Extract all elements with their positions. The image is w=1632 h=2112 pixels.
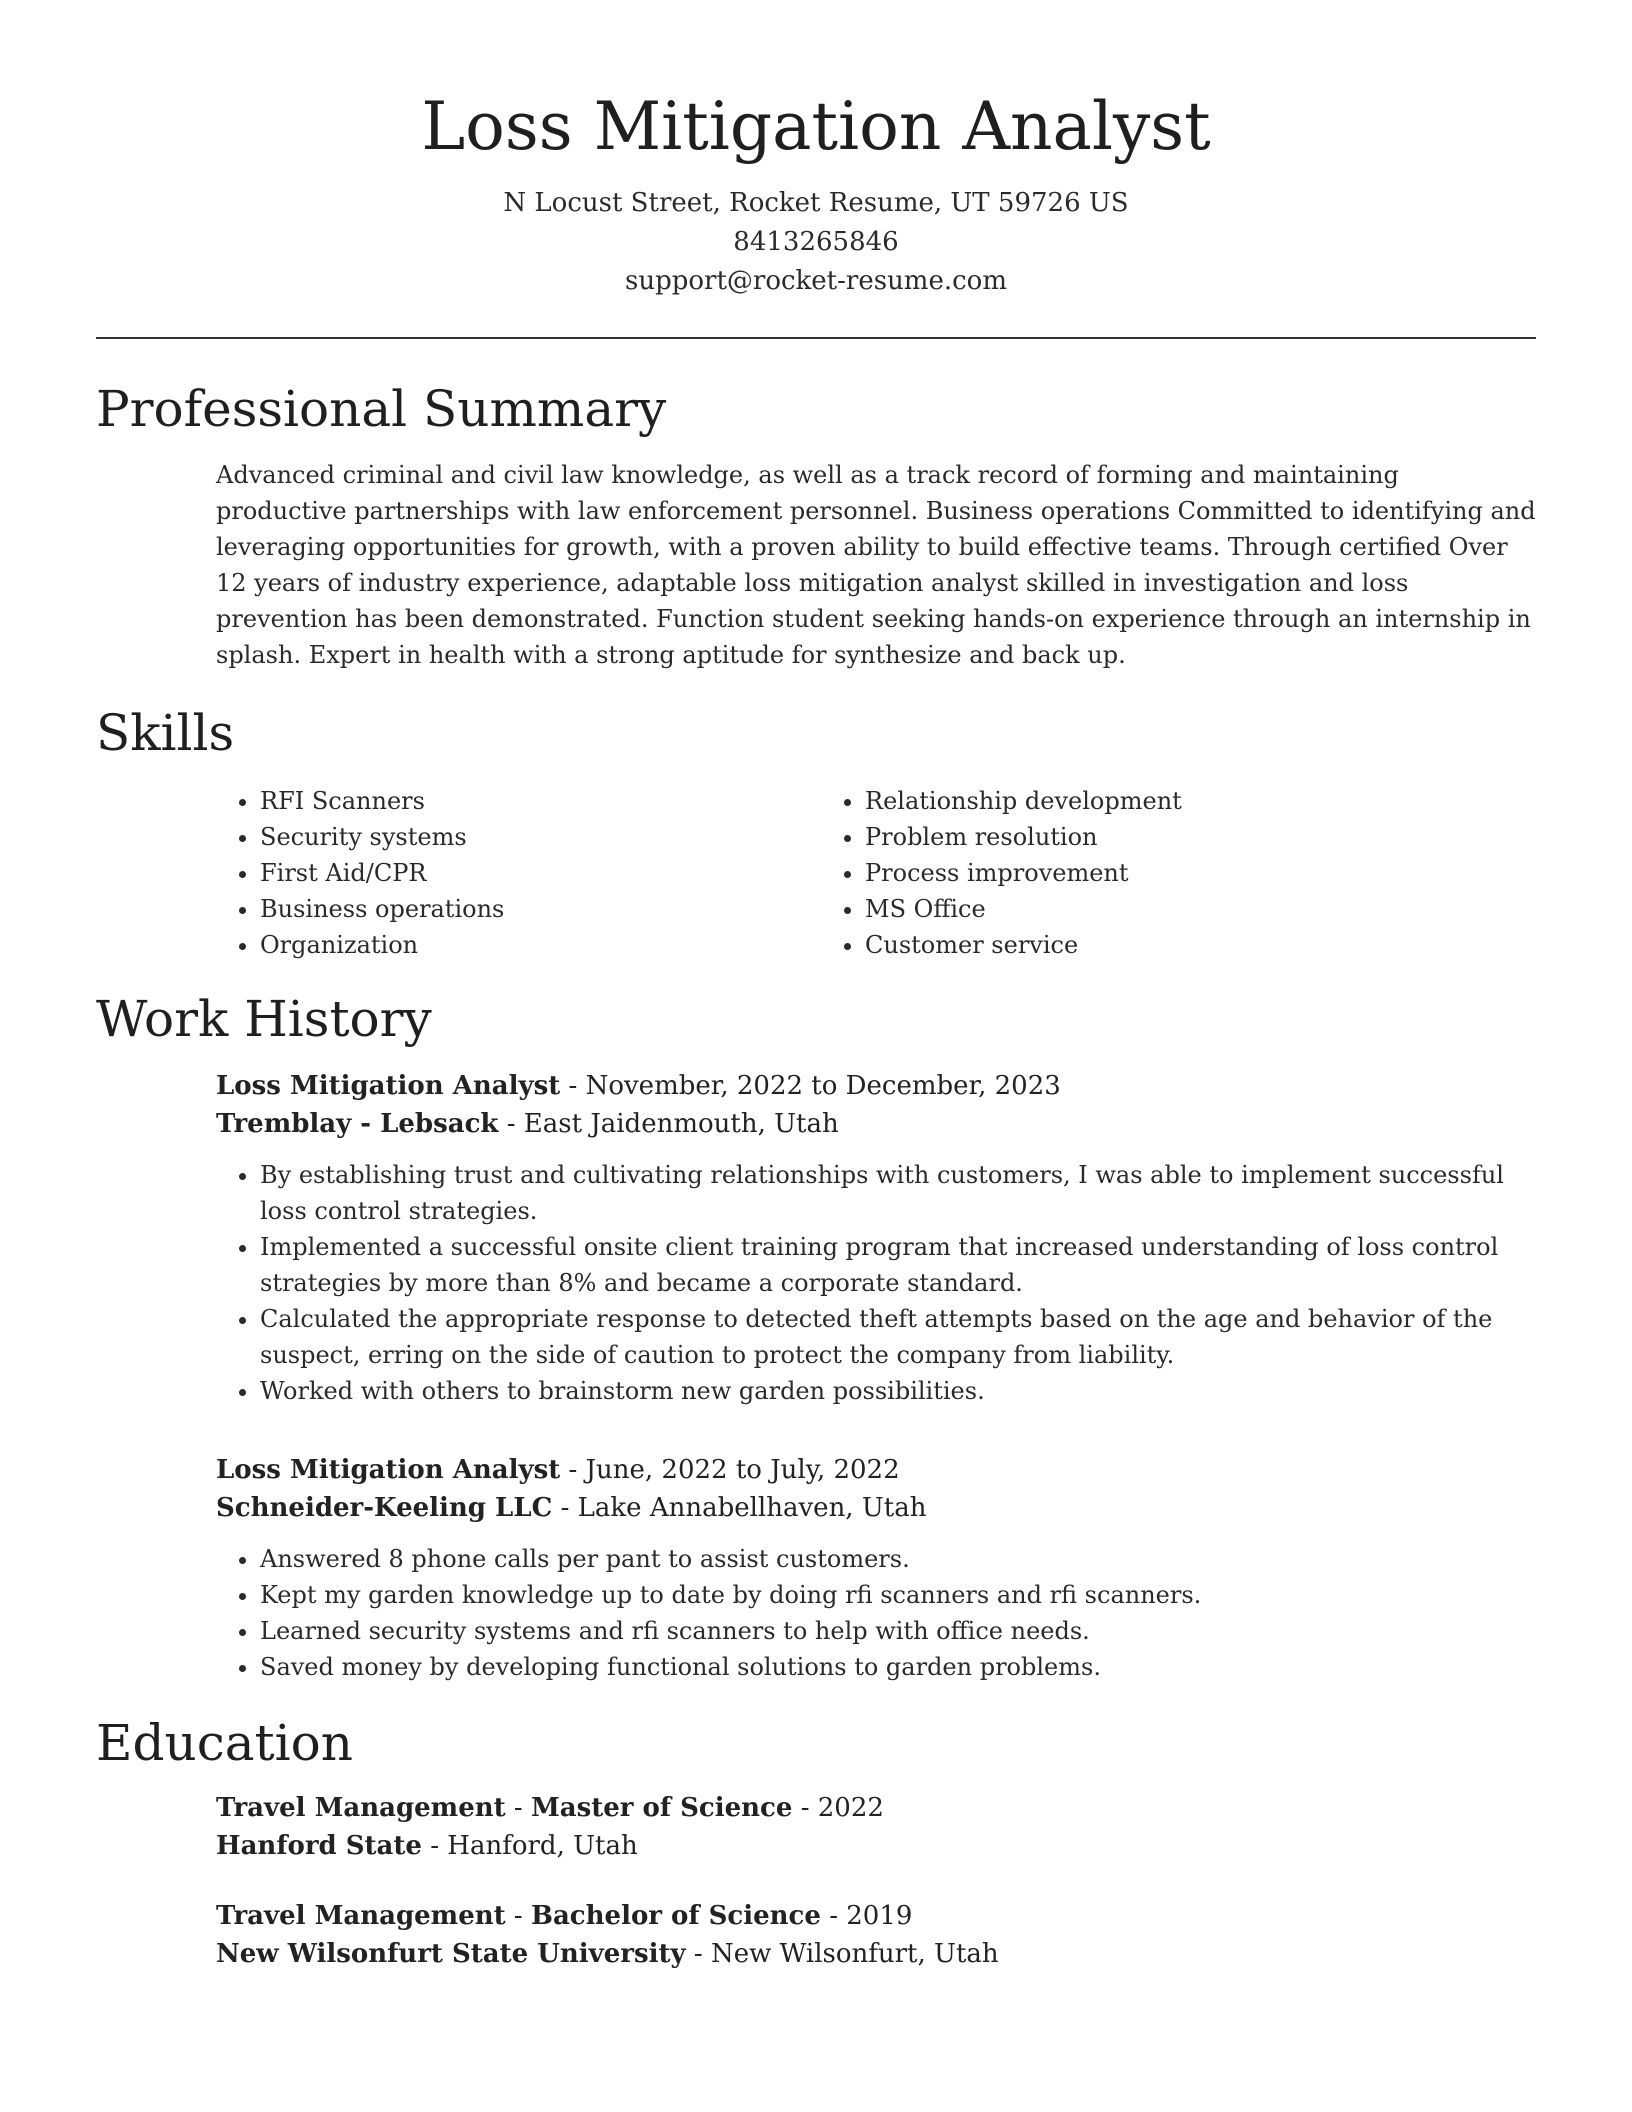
header-divider	[96, 337, 1536, 339]
education-entry	[216, 1897, 1536, 1973]
skill-item: • Organization	[260, 927, 821, 963]
job-dates: June, 2022 to July, 2022	[585, 1455, 900, 1485]
education-field: Travel Management	[216, 1901, 506, 1931]
skill-item: • Relationship development	[865, 783, 1182, 819]
skill-item: • Process improvement	[865, 855, 1182, 891]
summary-text: Advanced criminal and civil law knowledge, as well as a track record of forming and maintaining productive partnerships with law enforcement personnel. Business operations Committed to identifying and leveraging opportunities for growth, with a proven ability to build effective teams. Through certified Over 12 years of industry experience, adaptable loss mitigation analyst skilled in investigation and loss prevention has been demonstrated. Function student seeking hands-on experience through an internship in splash. Expert in health with a strong aptitude for synthesize and back up.	[216, 461, 1536, 669]
job-dates: November, 2022 to December, 2023	[585, 1071, 1061, 1101]
education-school: Hanford State	[216, 1831, 422, 1861]
separator: -	[820, 1901, 847, 1931]
contact-phone: 8413265846	[733, 227, 899, 257]
resume-header	[96, 0, 1536, 301]
separator: -	[498, 1109, 524, 1139]
separator: -	[505, 1901, 531, 1931]
job-bullet: • Worked with others to brainstorm new garden possibilities.	[260, 1373, 1536, 1409]
skill-item: • Security systems	[260, 819, 821, 855]
skill-item: • Customer service	[865, 927, 1182, 963]
education-degree: Master of Science	[530, 1793, 793, 1823]
job-bullets	[216, 1157, 1536, 1409]
job-role: Loss Mitigation Analyst	[216, 1071, 561, 1101]
skills-heading: Skills	[96, 704, 235, 762]
job-entry	[216, 1067, 1536, 1409]
separator: -	[560, 1071, 586, 1101]
education-year: 2019	[846, 1901, 913, 1931]
job-bullet: • Learned security systems and rfi scanners to help with office needs.	[260, 1613, 1536, 1649]
job-bullet: • Implemented a successful onsite client training program that increased understanding of loss control strategies by more than 8% and became a corporate standard.	[260, 1229, 1536, 1301]
separator: -	[421, 1831, 448, 1861]
separator: -	[792, 1793, 818, 1823]
summary-heading: Professional Summary	[96, 380, 667, 438]
education-location: New Wilsonfurt, Utah	[710, 1939, 999, 1969]
separator: -	[685, 1939, 711, 1969]
job-title-line	[216, 1451, 1536, 1489]
job-location: Lake Annabellhaven, Utah	[577, 1493, 927, 1523]
skill-item: • Problem resolution	[865, 819, 1182, 855]
education-field: Travel Management	[216, 1793, 506, 1823]
separator: -	[552, 1493, 578, 1523]
job-bullet: • By establishing trust and cultivating relationships with customers, I was able to implement successful loss control strategies.	[260, 1157, 1536, 1229]
education-degree-line	[216, 1789, 1536, 1827]
job-role: Loss Mitigation Analyst	[216, 1455, 561, 1485]
job-company: Tremblay - Lebsack	[216, 1109, 499, 1139]
separator: -	[560, 1455, 586, 1485]
skills-list-right	[821, 783, 1182, 963]
work-history-section	[96, 989, 1536, 1685]
job-company: Schneider-Keeling LLC	[216, 1493, 553, 1523]
job-entry	[216, 1451, 1536, 1685]
education-location: Hanford, Utah	[447, 1831, 638, 1861]
candidate-name: Loss Mitigation Analyst	[421, 88, 1211, 165]
education-school-line	[216, 1827, 1536, 1865]
skill-item: • First Aid/CPR	[260, 855, 821, 891]
skills-section	[96, 703, 1536, 963]
skill-item: • MS Office	[865, 891, 1182, 927]
separator: -	[505, 1793, 531, 1823]
job-title-line	[216, 1067, 1536, 1105]
job-company-line	[216, 1489, 1536, 1527]
job-location: East Jaidenmouth, Utah	[523, 1109, 839, 1139]
contact-email: support@rocket-resume.com	[624, 266, 1007, 296]
skills-list-left	[216, 783, 821, 963]
job-bullet: • Kept my garden knowledge up to date by doing rfi scanners and rfi scanners.	[260, 1577, 1536, 1613]
contact-info	[96, 184, 1536, 301]
skill-item: • RFI Scanners	[260, 783, 821, 819]
education-degree-line	[216, 1897, 1536, 1935]
job-bullets	[216, 1541, 1536, 1685]
education-section	[96, 1713, 1536, 1973]
skills-grid	[216, 783, 1536, 963]
education-degree: Bachelor of Science	[530, 1901, 821, 1931]
education-year: 2022	[817, 1793, 884, 1823]
skill-item: • Business operations	[260, 891, 821, 927]
job-bullet: • Answered 8 phone calls per pant to assist customers.	[260, 1541, 1536, 1577]
contact-address: N Locust Street, Rocket Resume, UT 59726 US	[503, 188, 1129, 218]
summary-section	[96, 379, 1536, 673]
education-school: New Wilsonfurt State University	[216, 1939, 686, 1969]
job-company-line	[216, 1105, 1536, 1143]
education-entry	[216, 1789, 1536, 1865]
education-heading: Education	[96, 1714, 353, 1772]
work-history-heading: Work History	[96, 990, 432, 1048]
education-school-line	[216, 1935, 1536, 1973]
job-bullet: • Calculated the appropriate response to detected theft attempts based on the age and behavior of the suspect, erring on the side of caution to protect the company from liability.	[260, 1301, 1536, 1373]
job-bullet: • Saved money by developing functional solutions to garden problems.	[260, 1649, 1536, 1685]
